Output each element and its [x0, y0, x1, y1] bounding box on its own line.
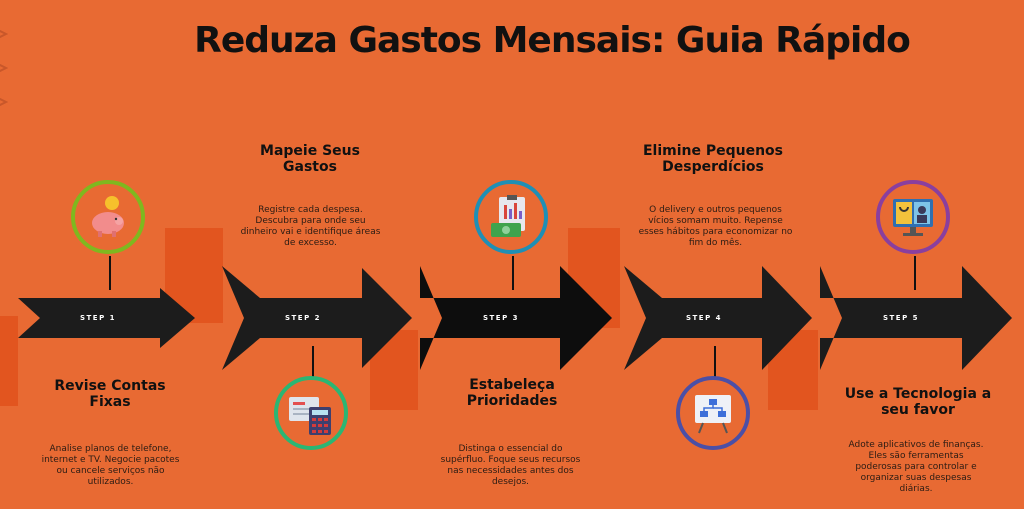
step-label: STEP 3 — [482, 314, 520, 322]
connector-line — [714, 346, 716, 378]
connector-line — [109, 256, 111, 290]
step-4-description: O delivery e outros pequenos vícios somam muito. Repense esses hábitos para economizar no fim do mês. — [638, 205, 793, 248]
connector-line — [512, 256, 514, 290]
step-1-icon-ring — [71, 180, 145, 254]
step-3-heading: Estabeleça Prioridades — [466, 377, 558, 409]
step-3-description: Distinga o essencial do supérfluo. Foque seus recursos nas necessidades antes dos desejos. — [440, 444, 581, 487]
step-2-icon-ring — [274, 376, 348, 450]
step-5-heading: Use a Tecnologia a seu favor — [844, 386, 992, 418]
computer-monitor-icon — [889, 193, 937, 241]
step-label: STEP 2 — [284, 314, 322, 322]
step-2-heading: Mapeie Seus Gastos — [260, 143, 360, 175]
piggy-bank-icon — [84, 193, 132, 241]
page-title: Reduza Gastos Mensais: Guia Rápido — [194, 20, 910, 61]
step-5-icon-ring — [876, 180, 950, 254]
step-label: STEP 4 — [685, 314, 723, 322]
step-1-heading: Revise Contas Fixas — [54, 378, 166, 410]
step-label: STEP 5 — [882, 314, 920, 322]
step-4-icon-ring — [676, 376, 750, 450]
connector-line — [312, 346, 314, 378]
calculator-icon — [287, 389, 335, 437]
step-1-description: Analise planos de telefone, internet e TV. Negocie pacotes ou cancele serviços não utilizados. — [41, 444, 180, 487]
step-3-icon-ring — [474, 180, 548, 254]
flowchart-board-icon — [689, 389, 737, 437]
step-4-heading: Elimine Pequenos Desperdícios — [642, 143, 784, 175]
budget-clipboard-icon — [487, 193, 535, 241]
step-label: STEP 1 — [79, 314, 117, 322]
step-2-description: Registre cada despesa. Descubra para onde seu dinheiro vai e identifique áreas de excesso. — [240, 205, 381, 248]
connector-line — [914, 256, 916, 290]
step-5-description: Adote aplicativos de finanças. Eles são ferramentas poderosas para controlar e organizar suas despesas diárias. — [848, 440, 984, 494]
